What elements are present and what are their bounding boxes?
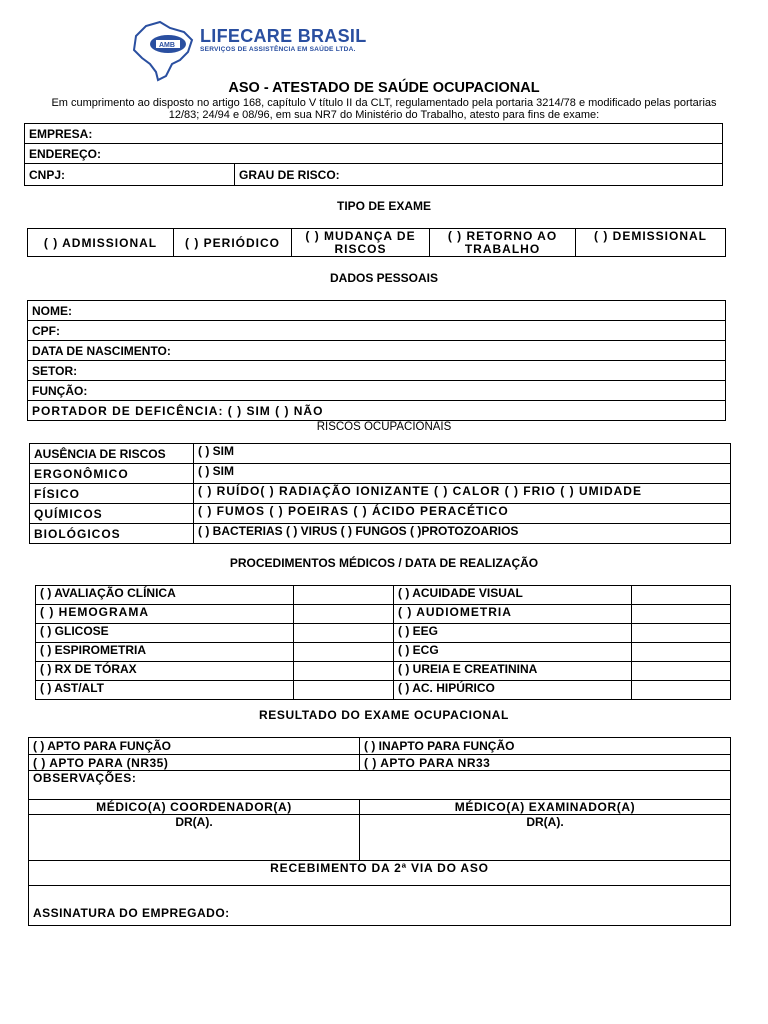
procedimento-date-cell[interactable]	[632, 681, 731, 700]
procedimento-audiometria[interactable]: ( ) AUDIOMETRIA	[394, 605, 632, 624]
medico-examinador-label: MÉDICO(A) EXAMINADOR(A)	[360, 800, 731, 815]
risco-label: QUÍMICOS	[30, 504, 194, 524]
assinatura-empregado-field[interactable]: ASSINATURA DO EMPREGADO:	[29, 886, 731, 926]
procedimento-espirometria[interactable]: ( ) ESPIROMETRIA	[36, 643, 294, 662]
dados-pessoais-table	[27, 300, 726, 421]
risco-biologicos-options[interactable]: ( ) BACTERIAS ( ) VIRUS ( ) FUNGOS ( )PROTOZOARIOS	[194, 524, 731, 544]
tipo-admissional-option[interactable]: ( ) ADMISSIONAL	[28, 229, 174, 257]
procedimento-eeg[interactable]: ( ) EEG	[394, 624, 632, 643]
procedimento-glicose[interactable]: ( ) GLICOSE	[36, 624, 294, 643]
procedimentos-table	[35, 585, 731, 700]
company-table	[24, 123, 723, 186]
setor-field[interactable]: SETOR:	[28, 361, 726, 381]
medico-coordenador-signature[interactable]: DR(A).	[29, 815, 360, 861]
resultado-table	[28, 737, 731, 926]
procedimento-date-cell[interactable]	[294, 643, 394, 662]
apto-nr35-option[interactable]: ( ) APTO PARA (NR35)	[29, 755, 360, 771]
procedimento-ast-alt[interactable]: ( ) AST/ALT	[36, 681, 294, 700]
tipo-demissional-option[interactable]: ( ) DEMISSIONAL	[576, 229, 726, 257]
brand-subtitle: SERVIÇOS DE ASSISTÊNCIA EM SAÚDE LTDA.	[200, 46, 356, 53]
tipo-periodico-option[interactable]: ( ) PERIÓDICO	[174, 229, 292, 257]
procedimento-rx-torax[interactable]: ( ) RX DE TÓRAX	[36, 662, 294, 681]
inapto-funcao-option[interactable]: ( ) INAPTO PARA FUNÇÃO	[360, 738, 731, 755]
procedimento-date-cell[interactable]	[294, 662, 394, 681]
dados-pessoais-heading: DADOS PESSOAIS	[329, 271, 439, 285]
procedimento-date-cell[interactable]	[632, 643, 731, 662]
procedimento-ureia-creatinina[interactable]: ( ) UREIA E CREATININA	[394, 662, 632, 681]
procedimento-date-cell[interactable]	[294, 586, 394, 605]
procedimento-ac-hipurico[interactable]: ( ) AC. HIPÚRICO	[394, 681, 632, 700]
brand-name: LIFECARE BRASIL	[200, 26, 367, 46]
observacoes-field[interactable]: OBSERVAÇÕES:	[29, 771, 731, 800]
risco-ausencia-option[interactable]: ( ) SIM	[194, 444, 731, 464]
risco-label: BIOLÓGICOS	[30, 524, 194, 544]
procedimento-date-cell[interactable]	[632, 605, 731, 624]
cnpj-field[interactable]: CNPJ:	[25, 164, 235, 186]
tipo-exame-heading: TIPO DE EXAME	[336, 199, 431, 213]
procedimento-date-cell[interactable]	[632, 624, 731, 643]
resultado-heading: RESULTADO DO EXAME OCUPACIONAL	[258, 708, 509, 722]
procedimento-date-cell[interactable]	[294, 681, 394, 700]
medico-coordenador-label: MÉDICO(A) COORDENADOR(A)	[29, 800, 360, 815]
risco-label: ERGONÔMICO	[30, 464, 194, 484]
grau-risco-field[interactable]: GRAU DE RISCO:	[235, 164, 723, 186]
tipo-exame-table	[27, 228, 726, 257]
procedimento-date-cell[interactable]	[632, 586, 731, 605]
procedimento-ecg[interactable]: ( ) ECG	[394, 643, 632, 662]
intro-text: Em cumprimento ao disposto no artigo 168, capítulo V título II da CLT, regulamentado pela portaria 3214/78 e modificado pelas portarias 12/83; 24/94 e 08/96, em sua NR7 do Ministério do Trabalho, atesto para fins de exame:	[51, 97, 717, 121]
risco-ergonomico-option[interactable]: ( ) SIM	[194, 464, 731, 484]
page-title: ASO - ATESTADO DE SAÚDE OCUPACIONAL	[228, 80, 540, 96]
riscos-heading: RISCOS OCUPACIONAIS	[316, 421, 452, 433]
nome-field[interactable]: NOME:	[28, 301, 726, 321]
cpf-field[interactable]: CPF:	[28, 321, 726, 341]
procedimento-date-cell[interactable]	[294, 605, 394, 624]
procedimento-date-cell[interactable]	[632, 662, 731, 681]
procedimento-acuidade-visual[interactable]: ( ) ACUIDADE VISUAL	[394, 586, 632, 605]
riscos-table	[29, 443, 731, 544]
empresa-field[interactable]: EMPRESA:	[25, 124, 723, 144]
tipo-retorno-trabalho-option[interactable]: ( ) RETORNO AO TRABALHO	[430, 229, 576, 257]
portador-deficiencia-field[interactable]: PORTADOR DE DEFICÊNCIA: ( ) SIM ( ) NÃO	[28, 401, 726, 421]
procedimentos-heading: PROCEDIMENTOS MÉDICOS / DATA DE REALIZAÇÃO	[229, 556, 539, 570]
medico-examinador-signature[interactable]: DR(A).	[360, 815, 731, 861]
procedimento-hemograma[interactable]: ( ) HEMOGRAMA	[36, 605, 294, 624]
procedimento-date-cell[interactable]	[294, 624, 394, 643]
risco-label: AUSÊNCIA DE RISCOS	[30, 444, 194, 464]
svg-text:AMB: AMB	[159, 42, 175, 49]
funcao-field[interactable]: FUNÇÃO:	[28, 381, 726, 401]
risco-label: FÍSICO	[30, 484, 194, 504]
risco-quimicos-options[interactable]: ( ) FUMOS ( ) POEIRAS ( ) ÁCIDO PERACÉTICO	[194, 504, 731, 524]
tipo-mudanca-riscos-option[interactable]: ( ) MUDANÇA DE RISCOS	[292, 229, 430, 257]
brazil-map-icon	[126, 18, 206, 82]
endereco-field[interactable]: ENDEREÇO:	[25, 144, 723, 164]
apto-funcao-option[interactable]: ( ) APTO PARA FUNÇÃO	[29, 738, 360, 755]
risco-fisico-options[interactable]: ( ) RUÍDO( ) RADIAÇÃO IONIZANTE ( ) CALOR ( ) FRIO ( ) UMIDADE	[194, 484, 731, 504]
apto-nr33-option[interactable]: ( ) APTO PARA NR33	[360, 755, 731, 771]
data-nascimento-field[interactable]: DATA DE NASCIMENTO:	[28, 341, 726, 361]
recebimento-label: RECEBIMENTO DA 2ª VIA DO ASO	[29, 861, 731, 886]
procedimento-avaliacao-clinica[interactable]: ( ) AVALIAÇÃO CLÍNICA	[36, 586, 294, 605]
